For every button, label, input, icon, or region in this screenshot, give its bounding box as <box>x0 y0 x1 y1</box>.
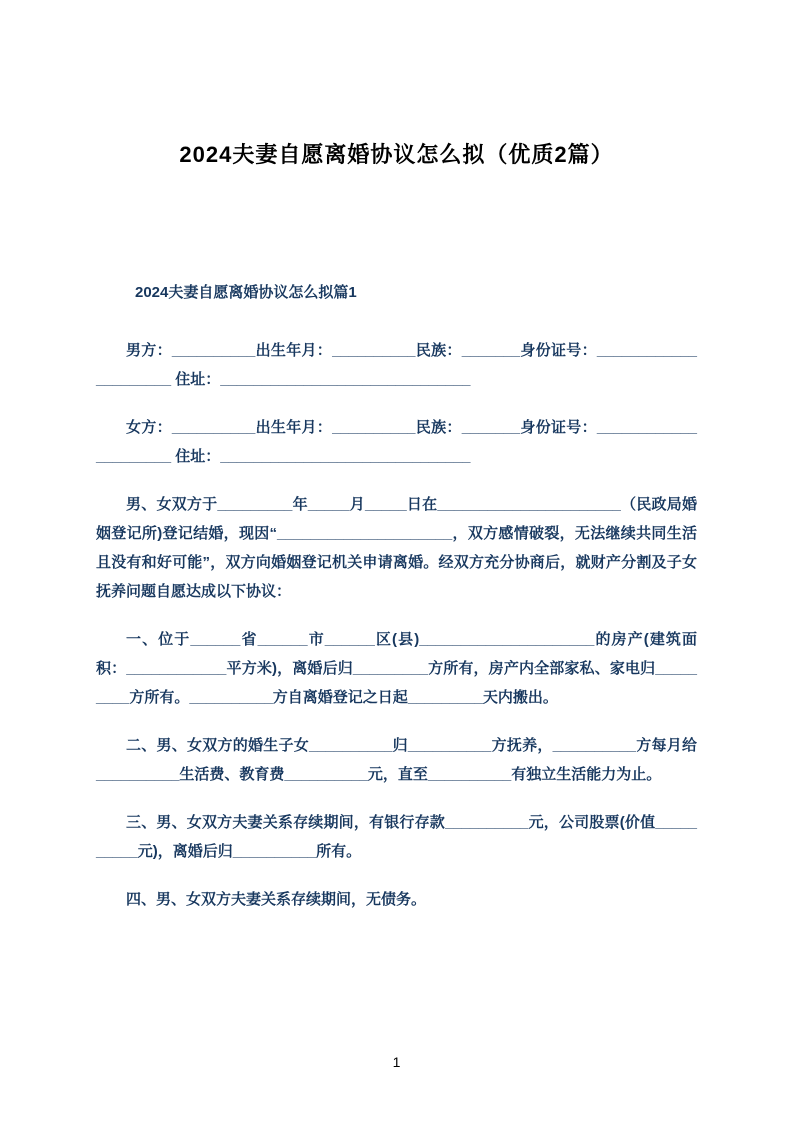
paragraph-clause-4-debts: 四、男、女双方夫妻关系存续期间，无债务。 <box>126 891 427 908</box>
document-title: 2024夫妻自愿离婚协议怎么拟（优质2篇） <box>179 142 614 167</box>
paragraph-clause-2-children: 二、男、女双方的婚生子女__________归__________方抚养，__________方每月给__________生活费、教育费__________元，直至__________有独立生活能力为止。 <box>96 737 697 783</box>
paragraph-husband-info: 男方：__________出生年月：__________民族：_______身份证号：_____________________ 住址：______________________________ <box>96 342 697 388</box>
section-heading: 2024夫妻自愿离婚协议怎么拟篇1 <box>135 284 357 301</box>
paragraph-clause-3-savings: 三、男、女双方夫妻关系存续期间，有银行存款__________元，公司股票(价值__________元)，离婚后归__________所有。 <box>96 814 697 860</box>
paragraph-marriage-statement: 男、女双方于_________年_____月_____日在______________________（民政局婚姻登记所)登记结婚，现因“_____________________，双方感情破裂，无法继续共同生活且没有和好可能”，双方向婚姻登记机关申请离婚。经双方充分协商后，就财产分割及子女抚养问题自愿达成以下协议： <box>96 496 697 600</box>
page-number: 1 <box>392 1054 401 1070</box>
paragraph-wife-info: 女方：__________出生年月：__________民族：_______身份证号：_____________________ 住址：______________________________ <box>96 419 697 465</box>
paragraph-clause-1-property: 一、位于______省______市______区(县)_____________________的房产(建筑面积：____________平方米)，离婚后归_________方所有，房产内全部家私、家电归_________方所有。__________方自离婚登记之日起_________天内搬出。 <box>96 631 697 706</box>
